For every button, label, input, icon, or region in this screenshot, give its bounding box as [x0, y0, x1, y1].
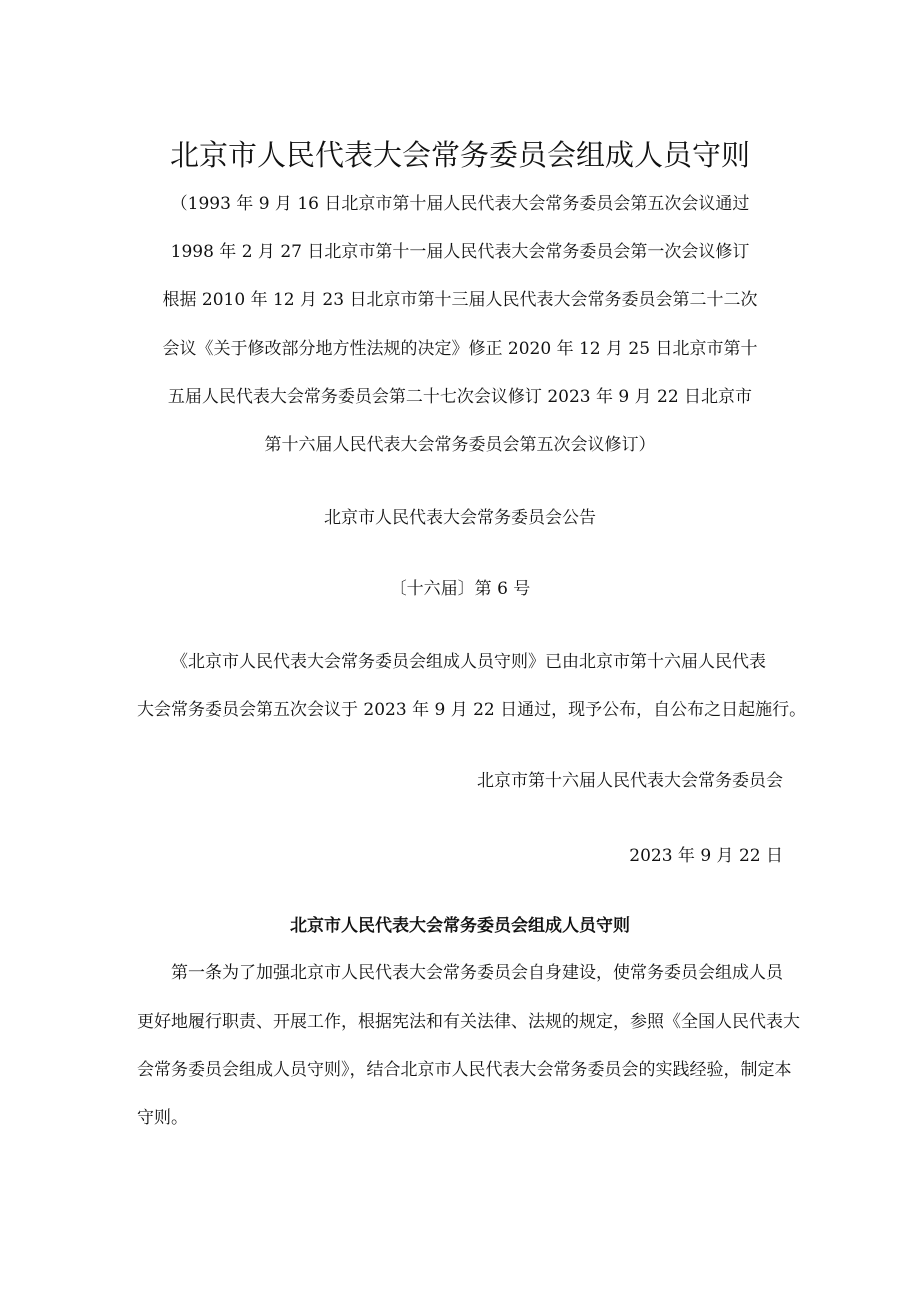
document-title: 北京市人民代表大会常务委员会组成人员守则 — [169, 138, 750, 172]
article-line: 守则。 — [137, 1108, 188, 1128]
announcement-body-line: 《北京市人民代表大会常务委员会组成人员守则》已由北京市第十六届人民代表 — [171, 652, 766, 672]
article-line: 更好地履行职责、开展工作，根据宪法和有关法律、法规的规定，参照《全国人民代表大 — [137, 1012, 800, 1032]
article-line: 第一条为了加强北京市人民代表大会常务委员会自身建设，使常务委员会组成人员 — [171, 963, 783, 983]
history-line: （1993 年 9 月 16 日北京市第十届人民代表大会常务委员会第五次会议通过 — [170, 194, 750, 214]
announcement-signature: 北京市第十六届人民代表大会常务委员会 — [477, 771, 783, 791]
announcement-issuer: 北京市人民代表大会常务委员会公告 — [324, 508, 596, 528]
announcement-body-line: 大会常务委员会第五次会议于 2023 年 9 月 22 日通过，现予公布，自公布之日起施行。 — [137, 700, 807, 720]
announcement-date: 2023 年 9 月 22 日 — [629, 846, 783, 866]
history-line: 五届人民代表大会常务委员会第二十七次会议修订 2023 年 9 月 22 日北京市 — [167, 387, 753, 407]
rules-heading: 北京市人民代表大会常务委员会组成人员守则 — [290, 916, 630, 936]
announcement-number: 〔十六届〕第 6 号 — [389, 579, 531, 599]
history-line: 根据 2010 年 12 月 23 日北京市第十三届人民代表大会常务委员会第二十二次 — [162, 290, 758, 310]
article-line: 会常务委员会组成人员守则》，结合北京市人民代表大会常务委员会的实践经验，制定本 — [137, 1060, 792, 1080]
history-line: 会议《关于修改部分地方性法规的决定》修正 2020 年 12 月 25 日北京市第十 — [162, 339, 758, 359]
history-line: 1998 年 2 月 27 日北京市第十一届人民代表大会常务委员会第一次会议修订 — [170, 242, 750, 262]
history-line: 第十六届人民代表大会常务委员会第五次会议修订） — [264, 435, 656, 455]
